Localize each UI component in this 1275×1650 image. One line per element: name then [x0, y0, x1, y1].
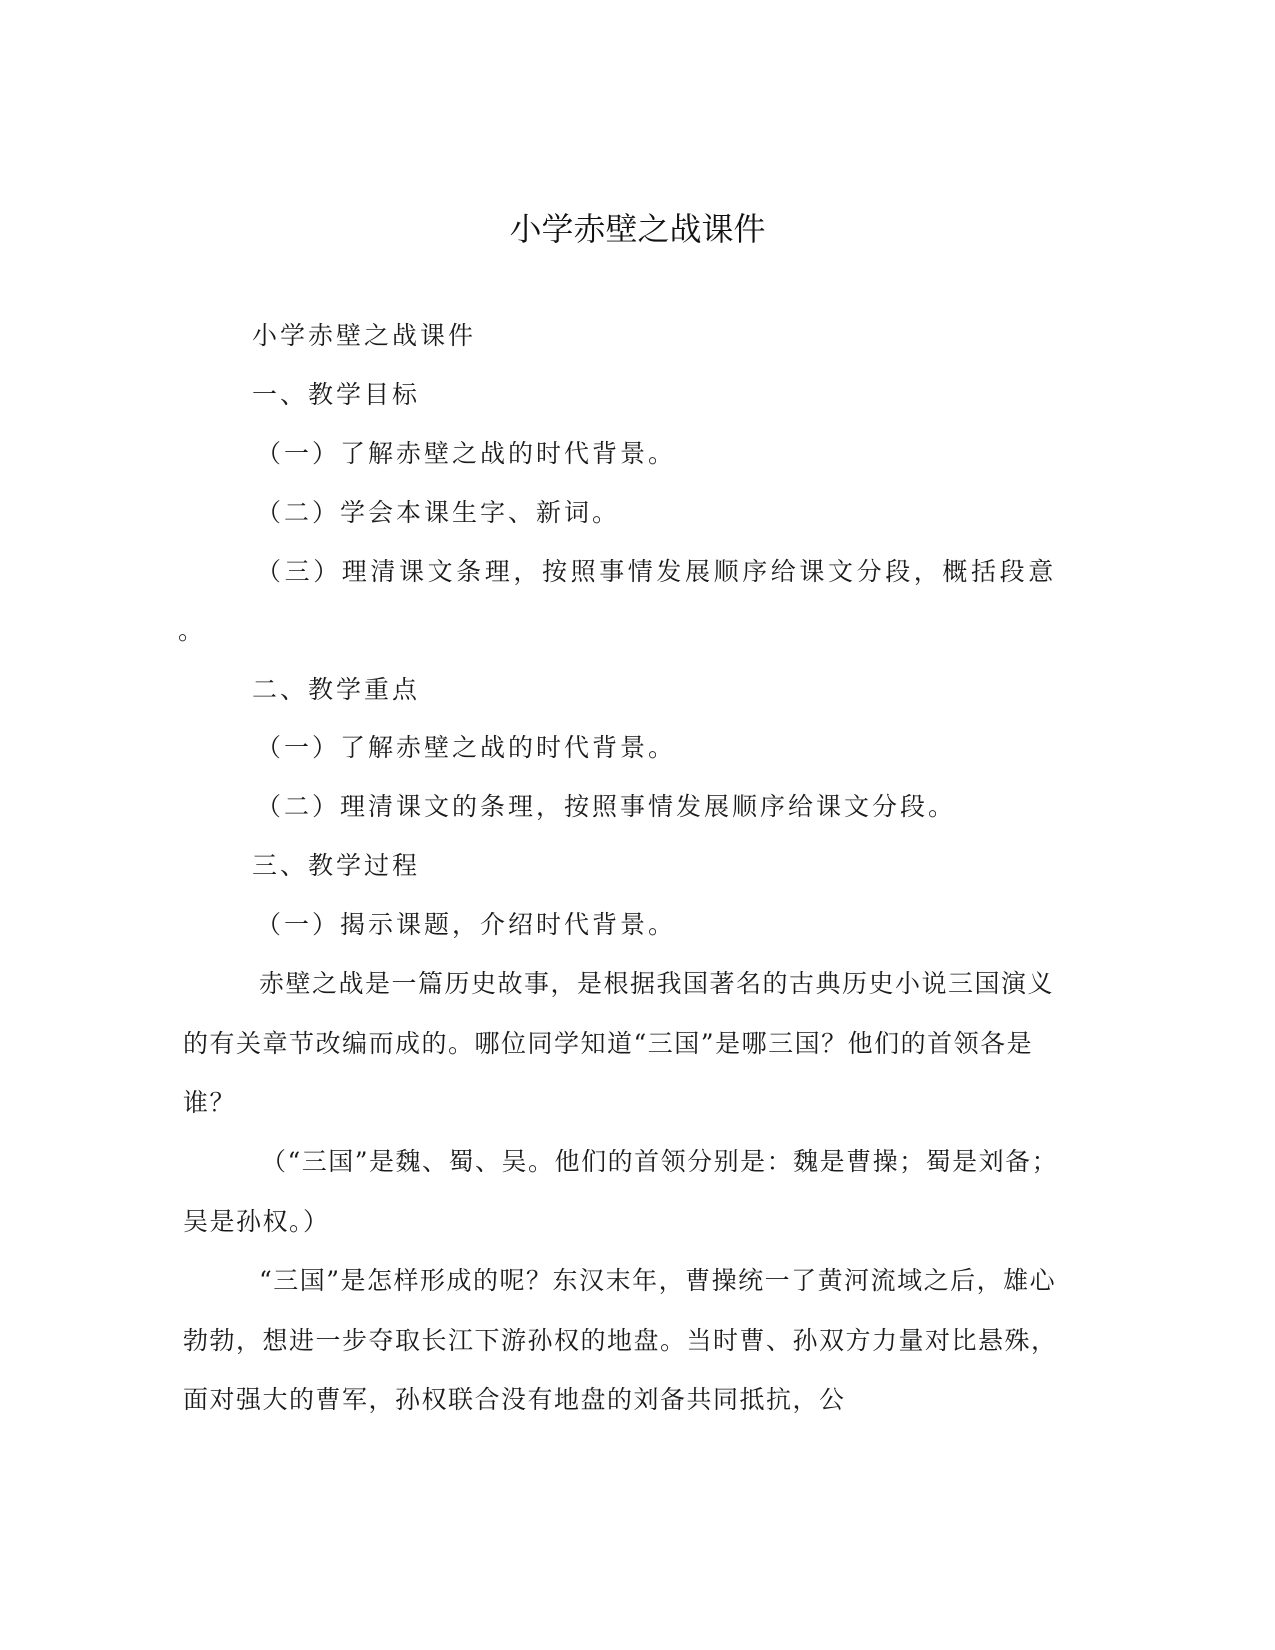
list-item: （二）理清课文的条理，按照事情发展顺序给课文分段。 — [256, 792, 957, 821]
list-item: （二）学会本课生字、新词。 — [256, 498, 621, 527]
subtitle-line: 小学赤壁之战课件 — [252, 321, 477, 350]
section-heading-key-points: 二、教学重点 — [252, 675, 421, 704]
document-title: 小学赤壁之战课件 — [509, 210, 766, 248]
section-heading-process: 三、教学过程 — [252, 851, 421, 880]
list-item: （一）了解赤壁之战的时代背景。 — [256, 439, 677, 468]
list-item-continuation: 。 — [178, 616, 207, 645]
body-paragraph: （“三国”是魏、蜀、吴。他们的首领分别是：魏是曹操；蜀是刘备；吴是孙权。） — [183, 1147, 1059, 1236]
body-paragraph: “三国”是怎样形成的呢？东汉末年，曹操统一了黄河流域之后，雄心勃勃，想进一步夺取长江下游孙权的地盘。当时曹、孙双方力量对比悬殊，面对强大的曹军，孙权联合没有地盘的刘备共同抵抗，公 — [183, 1266, 1058, 1414]
section-heading-objectives: 一、教学目标 — [252, 380, 421, 409]
list-item: （一）揭示课题，介绍时代背景。 — [256, 910, 677, 939]
list-item: （一）了解赤壁之战的时代背景。 — [256, 733, 677, 762]
body-paragraph: 赤壁之战是一篇历史故事，是根据我国著名的古典历史小说三国演义的有关章节改编而成的。哪位同学知道“三国”是哪三国？他们的首领各是谁？ — [183, 969, 1055, 1117]
list-item: （三）理清课文条理，按照事情发展顺序给课文分段，概括段意 — [256, 557, 1057, 586]
